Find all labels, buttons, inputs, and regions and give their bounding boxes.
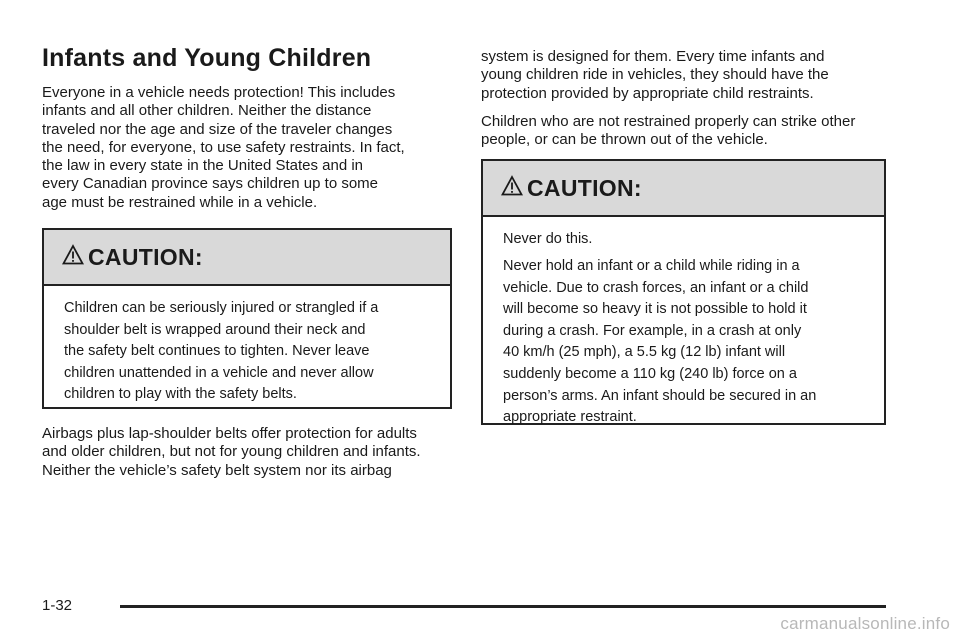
caution-text-detail: Never hold an infant or a child while riding in a vehicle. Due to crash forces, an infant or a child will become so heavy it is not possible to hold it during a crash. For example, in a crash at only 40 km/h (25 mph), a 5.5 kg (12 lb) infant will suddenly become a 110 kg (240 lb) force on a person’s arms. An infant should be secured in an appropriate restraint. <box>503 258 817 426</box>
watermark: carmanualsonline.info <box>780 614 950 633</box>
right-column <box>481 48 891 425</box>
unrestrained-paragraph: Children who are not restrained properly can strike other people, or can be thrown out of the vehicle. <box>481 112 856 149</box>
caution-box-belt <box>42 228 452 409</box>
caution-heading: CAUTION: <box>527 174 642 201</box>
caution-body <box>44 286 450 420</box>
child-restraints-paragraph: system is designed for them. Every time infants and young children ride in vehicles, they should have the protection provided by appropriate child restraints. <box>481 48 829 102</box>
caution-heading: CAUTION: <box>88 243 203 270</box>
warning-triangle-icon <box>501 175 523 197</box>
caution-text-never: Never do this. <box>503 231 593 248</box>
warning-triangle-icon <box>62 244 84 266</box>
footer-rule <box>120 605 886 608</box>
left-column <box>42 84 452 490</box>
airbags-paragraph: Airbags plus lap-shoulder belts offer protection for adults and older children, but not for young children and infants. Neither the vehicle’s safety belt system nor its airbag <box>42 425 421 479</box>
page-number: 1-32 <box>42 597 73 614</box>
caution-body <box>483 217 884 442</box>
caution-header <box>483 161 884 217</box>
intro-paragraph: Everyone in a vehicle needs protection! This includes infants and all other children. Neither the distance traveled nor the age and size of the traveler changes the need, for everyone, to use safety restraints. In fact, the law in every state in the United States and in every Canadian province says children up to some age must be restrained while in a vehicle. <box>42 84 405 211</box>
caution-text: Children can be seriously injured or strangled if a shoulder belt is wrapped around their neck and the safety belt continues to tighten. Never leave children unattended in a vehicle and never allow children to play with the safety belts. <box>64 300 379 403</box>
caution-header <box>44 230 450 286</box>
page-title: Infants and Young Children <box>42 44 372 72</box>
caution-box-hold <box>481 159 886 425</box>
